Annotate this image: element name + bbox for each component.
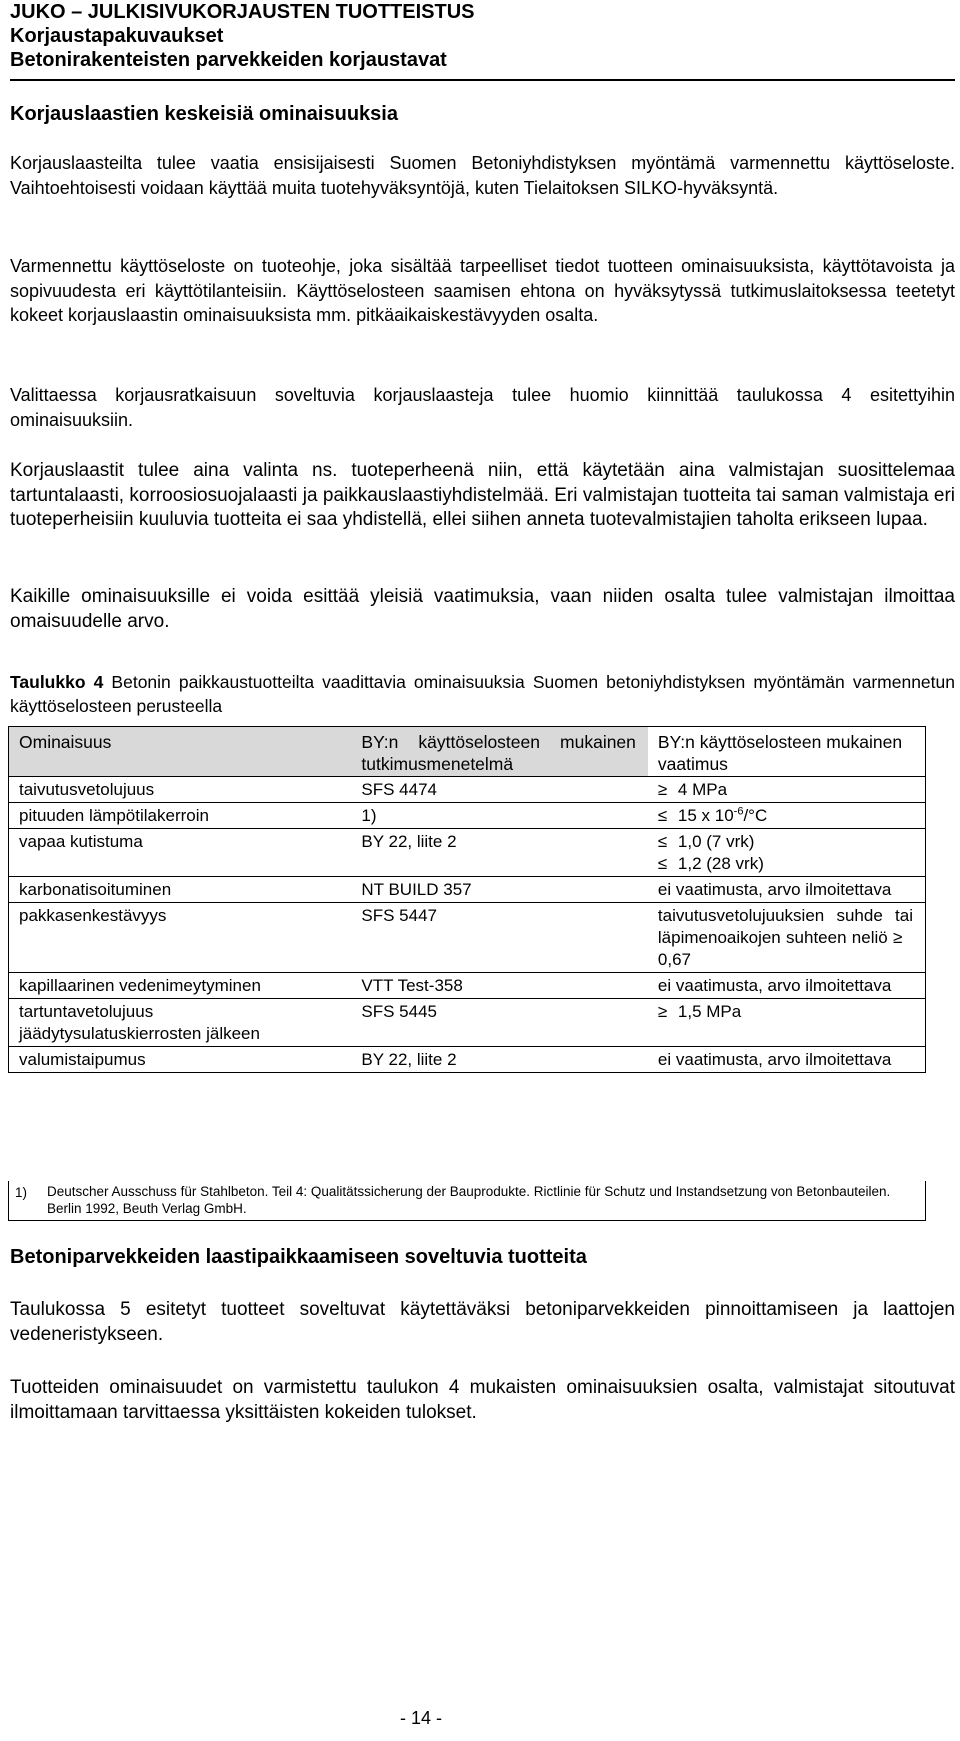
table-cell: NT BUILD 357 [351,877,648,903]
table-cell: BY 22, liite 2 [351,829,648,877]
table-row [9,903,926,973]
greater-equal-icon: ≥ [657,1002,668,1021]
table-cell: VTT Test-358 [351,973,648,999]
cell-value: ei vaatimusta, arvo ilmoitettava [657,880,892,899]
page-header [10,0,950,72]
table-row [9,999,926,1047]
paragraph: Varmennettu käyttöseloste on tuoteohje, joka sisältää tarpeelliset tiedot tuotteen ominaisuuksista, käyttötavoista ja sopivuudesta eri käyttötilanteisiin. Käyttöselosteen saamisen ehtona on hyväksytyssä tutkimuslaitoksessa teetetyt kokeet korjauslaastin ominaisuuksista mm. pitkäaikaiskestävyyden osalta. [10,256,955,325]
section-title-products: Betoniparvekkeiden laastipaikkaamiseen soveltuvia tuotteita [10,1246,587,1268]
table-cell: SFS 5445 [351,999,648,1047]
cell-value: taivutusvetolujuuksien suhde tai läpimenoaikojen suhteen neliö [657,906,913,947]
table-cell: taivutusvetolujuus [9,777,352,803]
table-cell: karbonatisoituminen [9,877,352,903]
table-cell: 1) [351,803,648,829]
table-cell [648,1047,926,1073]
header-line-2: Korjaustapakuvaukset [10,25,224,47]
paragraph: Kaikille ominaisuuksille ei voida esittää yleisiä vaatimuksia, vaan niiden osalta tulee valmistajan ilmoittaa omaisuudelle arvo. [10,586,955,632]
header-line-3: Betonirakenteisten parvekkeiden korjaustavat [10,49,447,71]
table-row [9,829,926,877]
table-caption-text: Betonin paikkaustuotteilta vaadittavia ominaisuuksia Suomen betoniyhdistyksen myöntämän varmennetun käyttöselosteen perusteella [10,672,955,716]
greater-equal-icon: ≥ [892,928,903,947]
table-footnote [8,1181,926,1221]
cell-value: ei vaatimusta, arvo ilmoitettava [657,1050,892,1069]
page-number: - 14 - [400,1708,443,1728]
footnote-number: 1) [15,1185,28,1200]
table-cell: SFS 4474 [351,777,648,803]
header-line-1: JUKO – JULKISIVUKORJAUSTEN TUOTTEISTUS [10,1,475,23]
table-cell [648,777,926,803]
footnote-text: Deutscher Ausschuss für Stahlbeton. Teil 4: Qualitätssicherung der Bauprodukte. Rictlinie für Schutz und Instandsetzung von Betonbauteilen. Berlin 1992, Beuth Verlag GmbH. [47,1184,891,1216]
table-row [9,1047,926,1073]
header-rule [10,79,955,81]
table-caption-label: Taulukko 4 [10,672,104,692]
less-equal-icon: ≤ [657,854,668,873]
table-cell [648,999,926,1047]
table-cell [648,973,926,999]
table-cell: SFS 5447 [351,903,648,973]
less-equal-icon: ≤ [657,806,668,825]
cell-value: 15 x 10 [677,806,734,825]
cell-value: ei vaatimusta, arvo ilmoitettava [657,976,892,995]
table-row [9,803,926,829]
table-row [9,877,926,903]
table-caption [10,670,955,718]
cell-unit: /°C [743,806,768,825]
paragraph: Korjauslaasteilta tulee vaatia ensisijaisesti Suomen Betoniyhdistyksen myöntämä varmennettu käyttöseloste. Vaihtoehtoisesti voidaan käyttää muita tuotehyväksyntöjä, kuten Tielaitoksen SILKO-hyväksyntä. [10,153,955,198]
paragraph: Valittaessa korjausratkaisuun soveltuvia korjauslaasteja tulee huomio kiinnittää taulukossa 4 esitettyihin ominaisuuksiin. [10,385,955,430]
table-cell [648,903,926,973]
table-row [9,973,926,999]
cell-value: 1,5 MPa [677,1002,742,1021]
cell-value: 0,67 [657,950,691,969]
cell-value: 1,0 (7 vrk) [677,832,755,851]
cell-exponent: -6 [733,805,744,818]
paragraph: Korjauslaastit tulee aina valinta ns. tuoteperheenä niin, että käytetään aina valmistajan suosittelemaa tartuntalaasti, korroosiosuojalaasti ja paikkauslaastiyhdistelmää. Eri valmistajan tuotteita tai saman valmistaja eri tuoteperheisiin kuuluvia tuotteita ei saa yhdistellä, ellei siihen anneta tuotevalmistajien taholta erikseen lupaa. [10,460,955,530]
header-cell: Ominaisuus [9,727,352,777]
table-cell: vapaa kutistuma [9,829,352,877]
paragraph: Tuotteiden ominaisuudet on varmistettu taulukon 4 mukaisten ominaisuuksien osalta, valmistajat sitoutuvat ilmoittamaan tarvittaessa yksittäisten kokeiden tulokset. [10,1377,955,1423]
less-equal-icon: ≤ [657,832,668,851]
table-cell [648,829,926,877]
section-title-properties: Korjauslaastien keskeisiä ominaisuuksia [10,103,398,125]
table-cell [648,803,926,829]
header-cell: BY:n käyttöselosteen mukainen vaatimus [648,727,926,777]
table-cell: tartuntavetolujuus jäädytysulatuskierrosten jälkeen [9,999,352,1047]
table-cell: pituuden lämpötilakerroin [9,803,352,829]
table-cell: valumistaipumus [9,1047,352,1073]
table-cell: BY 22, liite 2 [351,1047,648,1073]
table-cell [648,877,926,903]
cell-value: 4 MPa [677,780,728,799]
table-cell: kapillaarinen vedenimeytyminen [9,973,352,999]
paragraph: Taulukossa 5 esitetyt tuotteet soveltuvat käytettäväksi betoniparvekkeiden pinnoittamiseen ja laattojen vedeneristykseen. [10,1299,955,1345]
table-row [9,777,926,803]
cell-value: 1,2 (28 vrk) [677,854,764,873]
table-header-row [9,727,926,777]
table-cell: pakkasenkestävyys [9,903,352,973]
properties-table [8,726,926,1073]
greater-equal-icon: ≥ [657,780,668,799]
header-cell: BY:n käyttöselosteen mukainen tutkimusmenetelmä [351,727,648,777]
